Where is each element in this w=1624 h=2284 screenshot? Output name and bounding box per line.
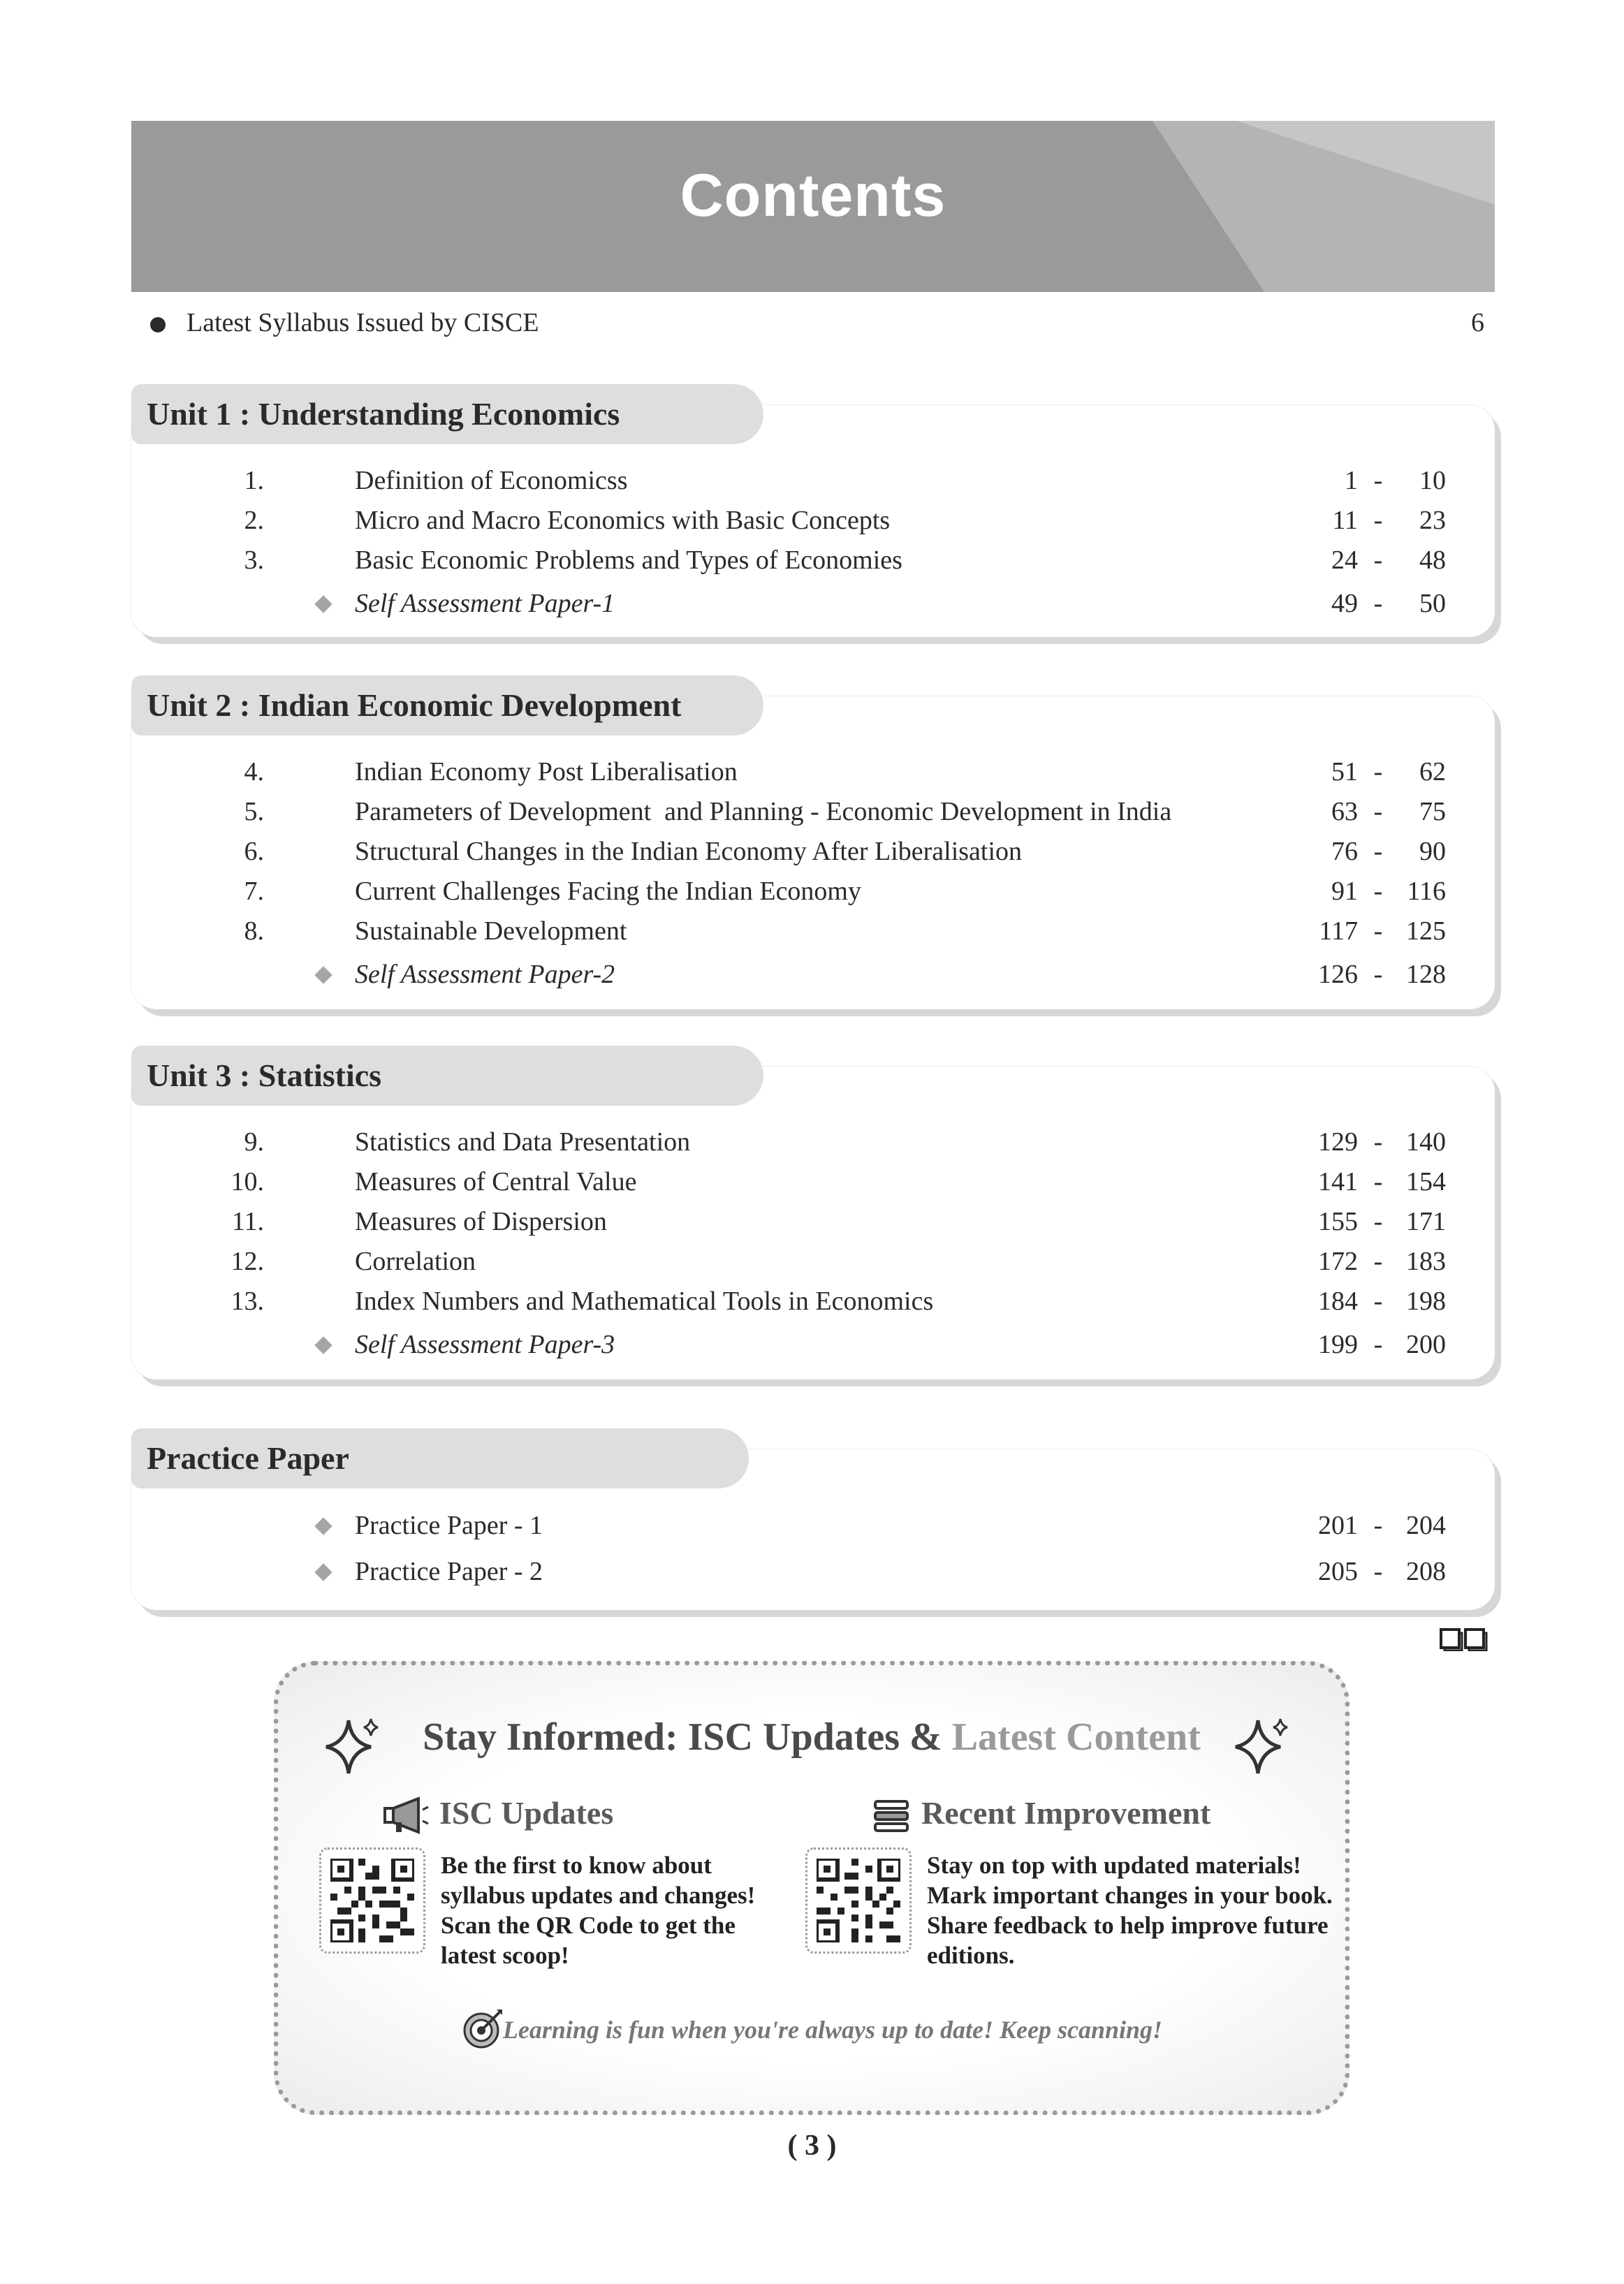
info-heading [279, 1715, 1345, 1759]
page-from: 205 [1318, 1557, 1358, 1586]
recent-improvement-description: Stay on top with updated materials! Mark important changes in your book. Share feedback to help improve future editions. [927, 1852, 1333, 1969]
diamond-icon [314, 1336, 332, 1354]
item-number: 13. [231, 1287, 264, 1316]
page-to: 204 [1406, 1511, 1446, 1540]
toc-row[interactable] [131, 796, 1495, 835]
isc-updates-description: Be the first to know about syllabus updates and changes! Scan the QR Code to get the latest scoop! [441, 1852, 756, 1969]
page-from: 184 [1318, 1287, 1358, 1316]
page-dash: - [1373, 1247, 1383, 1276]
item-title: Practice Paper - 1 [355, 1511, 543, 1540]
page-from: 51 [1331, 757, 1358, 786]
unit-heading-tab [131, 384, 763, 444]
toc-row[interactable] [131, 465, 1495, 504]
toc-row[interactable] [131, 1206, 1495, 1245]
toc-row[interactable] [131, 505, 1495, 544]
toc-row-self-assessment[interactable] [131, 588, 1495, 627]
page-to: 50 [1419, 589, 1446, 618]
item-title: Self Assessment Paper-2 [355, 960, 615, 989]
unit-title: Unit 1 : Understanding Economics [147, 396, 620, 432]
end-mark-icon [1439, 1627, 1489, 1651]
item-title: Statistics and Data Presentation [355, 1127, 691, 1157]
item-title: Parameters of Development and Planning - Economic Development in India [355, 797, 1172, 826]
isc-updates-title: ISC Updates [439, 1795, 614, 1831]
page-to: 140 [1406, 1127, 1446, 1157]
item-title: Indian Economy Post Liberalisation [355, 757, 738, 786]
page-from: 172 [1318, 1247, 1358, 1276]
page-from: 117 [1319, 916, 1358, 946]
contents-banner [131, 121, 1495, 292]
qr-code-icon [817, 1859, 900, 1942]
page-from: 91 [1331, 877, 1358, 906]
page-to: 116 [1407, 877, 1446, 906]
page-dash: - [1373, 1557, 1383, 1586]
page-dash: - [1373, 837, 1383, 866]
page-from: 76 [1331, 837, 1358, 866]
page-to: 183 [1406, 1247, 1446, 1276]
item-number: 2. [244, 506, 264, 535]
item-number: 12. [231, 1247, 264, 1276]
page-to: 200 [1406, 1330, 1446, 1359]
toc-row-practice[interactable] [131, 1556, 1495, 1595]
item-title: Self Assessment Paper-3 [355, 1330, 615, 1359]
toc-row[interactable] [131, 1246, 1495, 1285]
page-to: 171 [1406, 1207, 1446, 1236]
heading-dark-text: Stay Informed: ISC Updates & [423, 1715, 952, 1759]
unit-heading-tab [131, 1046, 763, 1106]
syllabus-label: Latest Syllabus Issued by CISCE [186, 308, 539, 337]
page-from: 141 [1318, 1167, 1358, 1196]
diamond-icon [314, 1517, 332, 1535]
item-number: 6. [244, 837, 264, 866]
page-to: 154 [1406, 1167, 1446, 1196]
item-title: Self Assessment Paper-1 [355, 589, 615, 618]
item-title: Basic Economic Problems and Types of Economies [355, 546, 902, 575]
page-to: 128 [1406, 960, 1446, 989]
item-title: Current Challenges Facing the Indian Economy [355, 877, 861, 906]
toc-row[interactable] [131, 1166, 1495, 1206]
toc-row[interactable] [131, 545, 1495, 584]
recent-improvement-qr-code[interactable] [805, 1847, 912, 1954]
unit-heading-tab [131, 1428, 749, 1488]
toc-row[interactable] [131, 1286, 1495, 1325]
heading-light-text: Latest Content [951, 1715, 1201, 1759]
item-title: Definition of Economicss [355, 466, 628, 495]
page-dash: - [1373, 466, 1383, 495]
page-dash: - [1373, 1287, 1383, 1316]
item-number: 8. [244, 916, 264, 946]
item-title: Correlation [355, 1247, 476, 1276]
diamond-icon [314, 1563, 332, 1581]
sparkle-icon [1230, 1715, 1293, 1778]
item-number: 7. [244, 877, 264, 906]
page-from: 63 [1331, 797, 1358, 826]
page-number: ( 3 ) [787, 2130, 837, 2162]
page-dash: - [1373, 589, 1383, 618]
unit-3-section [131, 1046, 1495, 1386]
page-dash: - [1373, 1511, 1383, 1540]
bullet-icon [150, 317, 166, 332]
toc-row[interactable] [131, 1127, 1495, 1166]
item-title: Structural Changes in the Indian Economy After Liberalisation [355, 837, 1023, 866]
item-number: 1. [244, 466, 264, 495]
page-dash: - [1373, 757, 1383, 786]
books-icon [872, 1799, 912, 1835]
page-from: 201 [1318, 1511, 1358, 1540]
item-number: 9. [244, 1127, 264, 1157]
page-dash: - [1373, 916, 1383, 946]
page-from: 129 [1318, 1127, 1358, 1157]
page-to: 75 [1419, 797, 1446, 826]
info-footer-text: Learning is fun when you're always up to date! Keep scanning! [502, 2016, 1163, 2044]
syllabus-entry[interactable] [150, 307, 1484, 342]
page-dash: - [1373, 506, 1383, 535]
unit-title: Unit 3 : Statistics [147, 1057, 382, 1093]
page-from: 49 [1331, 589, 1358, 618]
item-title: Measures of Dispersion [355, 1207, 607, 1236]
page-dash: - [1373, 1127, 1383, 1157]
diamond-icon [314, 966, 332, 983]
page-dash: - [1373, 1330, 1383, 1359]
page-to: 198 [1406, 1287, 1446, 1316]
item-title: Micro and Macro Economics with Basic Concepts [355, 506, 891, 535]
page-to: 90 [1419, 837, 1446, 866]
item-title: Practice Paper - 2 [355, 1557, 543, 1586]
page-dash: - [1373, 960, 1383, 989]
toc-row-self-assessment[interactable] [131, 1329, 1495, 1368]
syllabus-page: 6 [1471, 308, 1484, 337]
toc-row-practice[interactable] [131, 1510, 1495, 1549]
qr-code-icon [330, 1859, 414, 1942]
page-from: 11 [1332, 506, 1358, 535]
page-to: 125 [1406, 916, 1446, 946]
megaphone-icon [382, 1796, 431, 1835]
practice-paper-section [131, 1428, 1495, 1617]
page-dash: - [1373, 797, 1383, 826]
toc-row[interactable] [131, 836, 1495, 875]
unit-title: Unit 2 : Indian Economic Development [147, 687, 682, 723]
recent-improvement-title: Recent Improvement [921, 1795, 1211, 1831]
page-to: 48 [1419, 546, 1446, 575]
diamond-icon [314, 595, 332, 613]
page-title: Contents [680, 162, 946, 229]
toc-row[interactable] [131, 916, 1495, 955]
unit-1-section [131, 384, 1495, 644]
item-number: 3. [244, 546, 264, 575]
page-from: 24 [1331, 546, 1358, 575]
toc-row[interactable] [131, 876, 1495, 915]
item-title: Sustainable Development [355, 916, 627, 946]
page-dash: - [1373, 1207, 1383, 1236]
stay-informed-box [274, 1661, 1349, 2115]
page-dash: - [1373, 877, 1383, 906]
page-from: 1 [1345, 466, 1358, 495]
page-from: 126 [1318, 960, 1358, 989]
item-number: 4. [244, 757, 264, 786]
item-title: Measures of Central Value [355, 1167, 637, 1196]
item-title: Index Numbers and Mathematical Tools in Economics [355, 1287, 934, 1316]
page-to: 10 [1419, 466, 1446, 495]
page-from: 199 [1318, 1330, 1358, 1359]
isc-updates-qr-code[interactable] [319, 1847, 425, 1954]
unit-heading-tab [131, 675, 763, 735]
unit-2-section [131, 675, 1495, 1016]
page-from: 155 [1318, 1207, 1358, 1236]
page-dash: - [1373, 1167, 1383, 1196]
item-number: 10. [231, 1167, 264, 1196]
page-to: 23 [1419, 506, 1446, 535]
toc-row-self-assessment[interactable] [131, 959, 1495, 998]
page-dash: - [1373, 546, 1383, 575]
page-to: 62 [1419, 757, 1446, 786]
page-to: 208 [1406, 1557, 1446, 1586]
toc-row[interactable] [131, 756, 1495, 796]
item-number: 11. [231, 1207, 264, 1236]
item-number: 5. [244, 797, 264, 826]
unit-title: Practice Paper [147, 1440, 349, 1476]
